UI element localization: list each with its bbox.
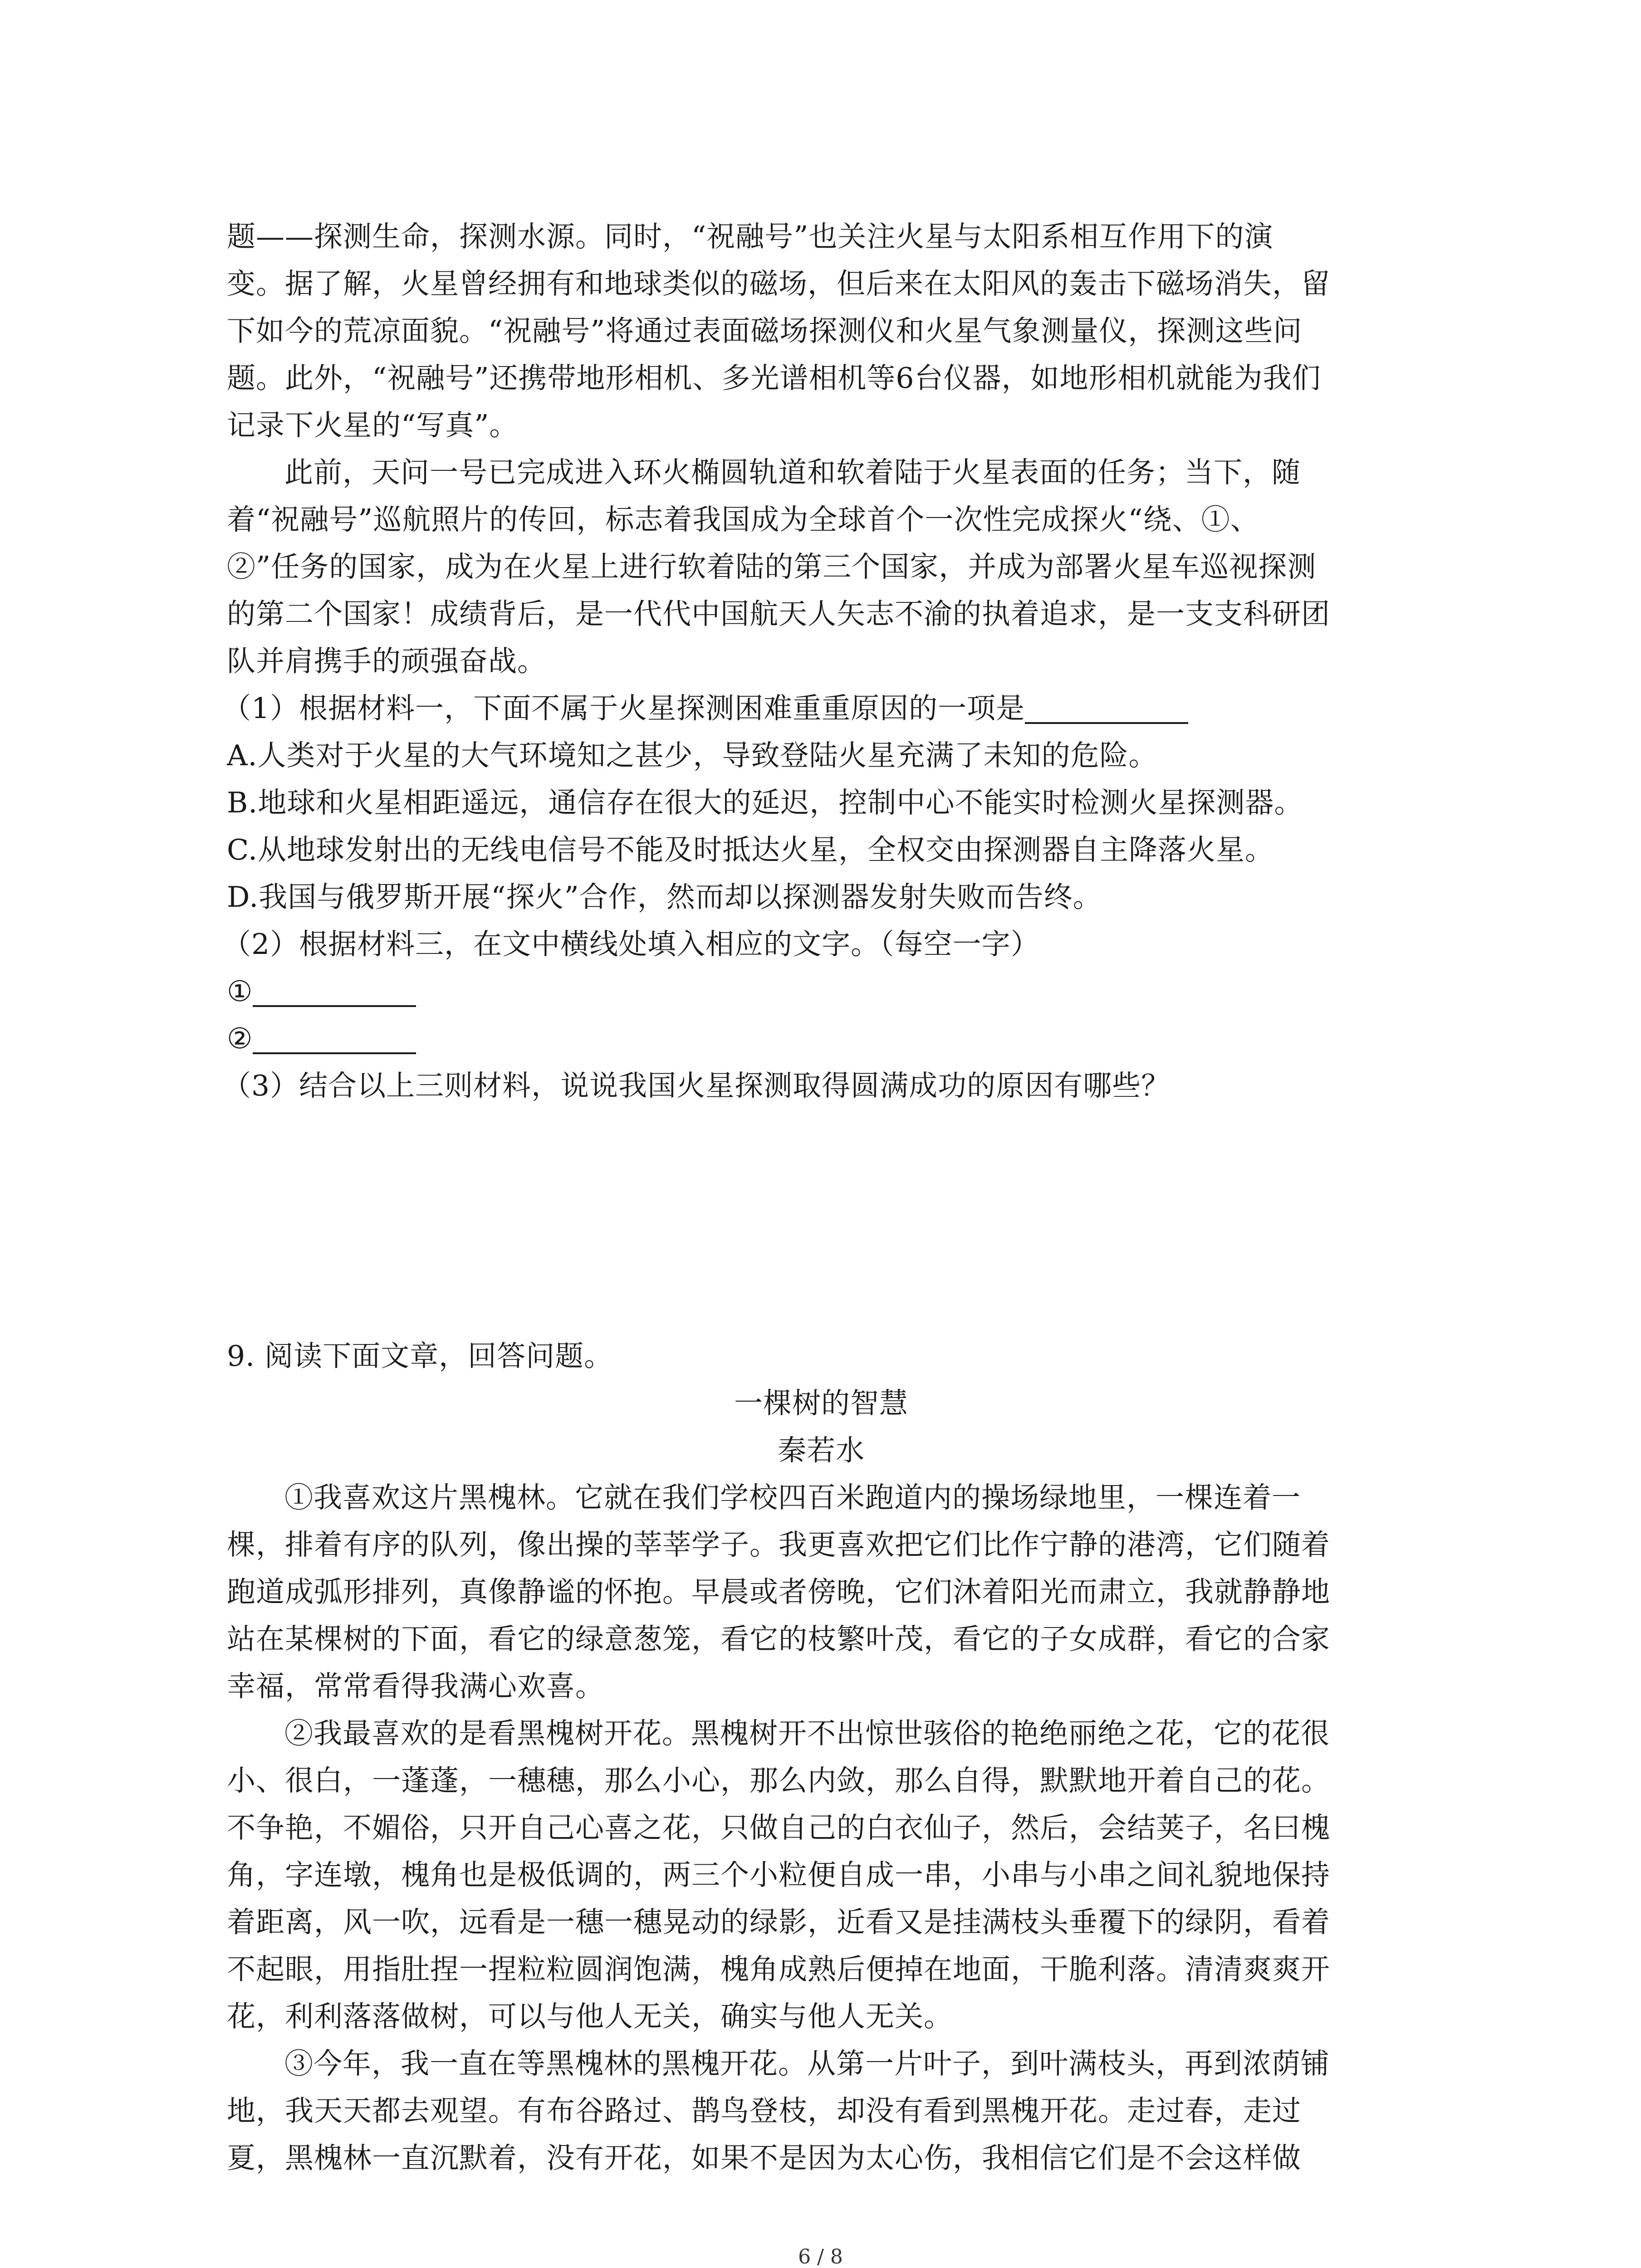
blank-1-label: ①	[227, 975, 253, 1008]
article-author: 秦若水	[778, 1434, 865, 1467]
blank-1-row	[227, 968, 1416, 1015]
text-line: 着距离，风一吹，远看是一穗一穗晃动的绿影，近看又是挂满枝头垂覆下的绿阴，看着	[227, 1906, 1330, 1939]
option-b: B.地球和火星相距遥远，通信存在很大的延迟，控制中心不能实时检测火星探测器。	[227, 786, 1303, 819]
page-number: 6 / 8	[798, 2245, 843, 2268]
text-line: ②我最喜欢的是看黑槐树开花。黑槐树开不出惊世骇俗的艳绝丽绝之花，它的花很	[284, 1717, 1330, 1750]
text-line: ②”任务的国家，成为在火星上进行软着陆的第三个国家，并成为部署火星车巡视探测	[227, 550, 1317, 583]
text-line: 夏，黑槐林一直沉默着，没有开花，如果不是因为太心伤，我相信它们是不会这样做	[227, 2141, 1301, 2175]
question-8-1	[222, 685, 1411, 732]
text-line: 题。此外，“祝融号”还携带地形相机、多光谱相机等6台仪器，如地形相机就能为我们	[227, 362, 1321, 395]
text-line: ①我喜欢这片黑槐林。它就在我们学校四百米跑道内的操场绿地里，一棵连着一	[284, 1481, 1301, 1514]
text-line: 记录下火星的“写真”。	[227, 409, 519, 442]
text-line: 队并肩携手的顽强奋战。	[227, 645, 546, 678]
text-line: 角，字连墩，槐角也是极低调的，两三个小粒便自成一串，小串与小串之间礼貌地保持	[227, 1858, 1330, 1892]
text-line: ③今年，我一直在等黑槐林的黑槐开花。从第一片叶子，到叶满枝头，再到浓荫铺	[284, 2047, 1330, 2080]
option-a: A.人类对于火星的大气环境知之甚少，导致登陆火星充满了未知的危险。	[227, 739, 1158, 772]
answer-blank-2[interactable]	[253, 1052, 416, 1054]
blank-2-row	[227, 1015, 1416, 1062]
text-line: 此前，天问一号已完成进入环火椭圆轨道和软着陆于火星表面的任务；当下，随	[284, 456, 1301, 489]
article-title: 一棵树的智慧	[734, 1387, 908, 1420]
question-9-prompt: 9. 阅读下面文章，回答问题。	[227, 1339, 613, 1373]
question-8-2: （2）根据材料三，在文中横线处填入相应的文字。（每空一字）	[222, 928, 1040, 961]
text-line: 的第二个国家！成绩背后，是一代代中国航天人矢志不渝的执着追求，是一支支科研团	[227, 597, 1330, 631]
text-line: 棵，排着有序的队列，像出操的莘莘学子。我更喜欢把它们比作宁静的港湾，它们随着	[227, 1528, 1330, 1561]
blank-2-label: ②	[227, 1022, 253, 1055]
text-line: 地，我天天都去观望。有布谷路过、鹊鸟登枝，却没有看到黑槐开花。走过春，走过	[227, 2094, 1301, 2127]
question-text: （1）根据材料一，下面不属于火星探测困难重重原因的一项是	[222, 692, 1025, 725]
text-line: 小、很白，一蓬蓬，一穗穗，那么小心，那么内敛，那么自得，默默地开着自己的花。	[227, 1764, 1330, 1797]
text-line: 站在某棵树的下面，看它的绿意葱笼，看它的枝繁叶茂，看它的子女成群，看它的合家	[227, 1623, 1330, 1656]
question-8-3: （3）结合以上三则材料，说说我国火星探测取得圆满成功的原因有哪些？	[222, 1069, 1171, 1102]
text-line: 不起眼，用指肚捏一捏粒粒圆润饱满，槐角成熟后便掉在地面，干脆利落。清清爽爽开	[227, 1953, 1330, 1986]
answer-blank-1[interactable]	[253, 1005, 416, 1007]
option-d: D.我国与俄罗斯开展“探火”合作，然而却以探测器发射失败而告终。	[227, 880, 1102, 914]
text-line: 题——探测生命，探测水源。同时，“祝融号”也关注火星与太阳系相互作用下的演	[227, 220, 1274, 253]
answer-blank[interactable]	[1025, 722, 1188, 724]
text-line: 变。据了解，火星曾经拥有和地球类似的磁场，但后来在太阳风的轰击下磁场消失，留	[227, 267, 1330, 300]
text-line: 跑道成弧形排列，真像静谧的怀抱。早晨或者傍晚，它们沐着阳光而肃立，我就静静地	[227, 1575, 1330, 1608]
text-line: 着“祝融号”巡航照片的传回，标志着我国成为全球首个一次性完成探火“绕、①、	[227, 503, 1259, 536]
text-line: 花，利利落落做树，可以与他人无关，确实与他人无关。	[227, 2000, 953, 2033]
option-c: C.从地球发射出的无线电信号不能及时抵达火星，全权交由探测器自主降落火星。	[227, 833, 1274, 866]
text-line: 下如今的荒凉面貌。“祝融号”将通过表面磁场探测仪和火星气象测量仪，探测这些问	[227, 314, 1303, 347]
text-line: 幸福，常常看得我满心欢喜。	[227, 1670, 604, 1703]
text-line: 不争艳，不媚俗，只开自己心喜之花，只做自己的白衣仙子，然后，会结荚子，名曰槐	[227, 1811, 1330, 1844]
